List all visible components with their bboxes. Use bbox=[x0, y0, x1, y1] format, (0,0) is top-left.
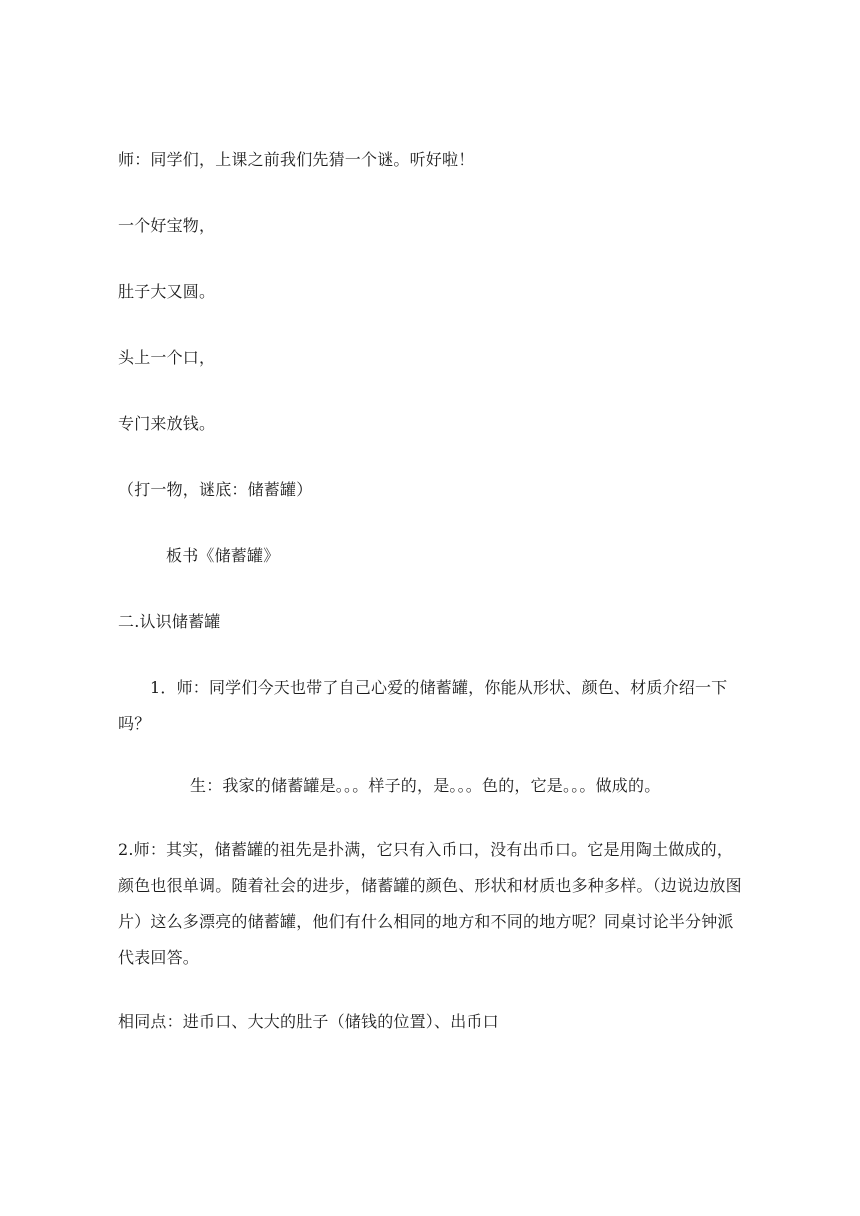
riddle-line-4: 专门来放钱。 bbox=[118, 414, 216, 433]
student-answer: 生：我家的储蓄罐是。。。样子的，是。。。色的，它是。。。做成的。 bbox=[190, 776, 661, 795]
teacher-explanation-2: 2.师：其实，储蓄罐的祖先是扑满，它只有入币口，没有出币口。它是用陶土做成的，颜色也很单调。随着社会的进步，储蓄罐的颜色、形状和材质也多种多样。（边说边放图片）这么多漂亮的储蓄罐，他们有什么相同的地方和不同的地方呢？同桌讨论半分钟派代表回答。 bbox=[118, 840, 742, 967]
teacher-riddle-intro: 师：同学们，上课之前我们先猜一个谜。听好啦！ bbox=[118, 150, 475, 169]
teacher-question-1: 1．师：同学们今天也带了自己心爱的储蓄罐，你能从形状、颜色、材质介绍一下吗？ bbox=[118, 678, 728, 733]
riddle-answer: （打一物，谜底：储蓄罐） bbox=[118, 480, 313, 499]
similarities: 相同点：进币口、大大的肚子（储钱的位置）、出币口 bbox=[118, 1012, 499, 1031]
riddle-line-2: 肚子大又圆。 bbox=[118, 282, 216, 301]
riddle-line-1: 一个好宝物， bbox=[118, 216, 216, 235]
section-heading: 二.认识储蓄罐 bbox=[118, 612, 221, 631]
riddle-line-3: 头上一个口， bbox=[118, 348, 216, 367]
board-writing: 板书《储蓄罐》 bbox=[166, 546, 280, 565]
